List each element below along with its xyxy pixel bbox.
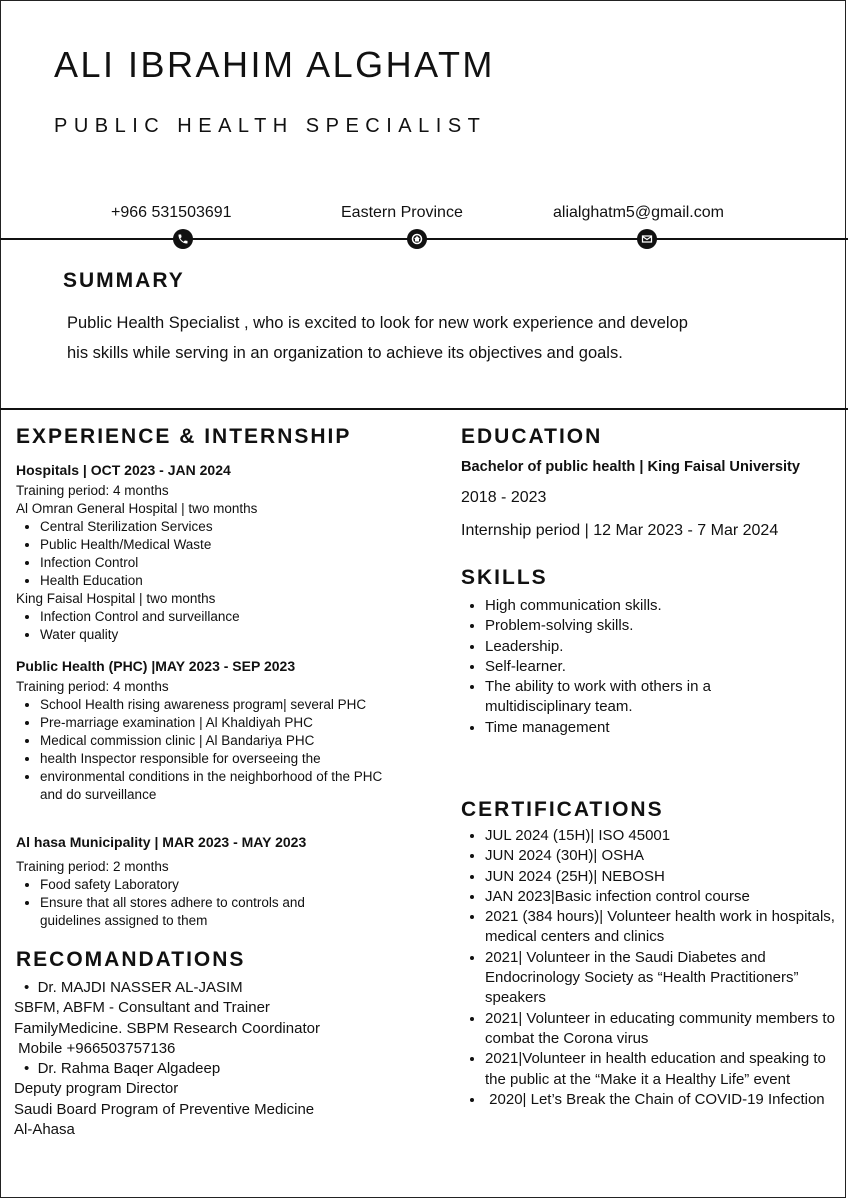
phone-text: +966 531503691 xyxy=(111,204,232,221)
phone-icon xyxy=(173,229,193,249)
list-item: • Time management xyxy=(485,718,761,738)
list-item: • Problem-solving skills. xyxy=(485,616,761,636)
list-item: • Health Education xyxy=(40,572,416,590)
education-internship: Internship period | 12 Mar 2023 - 7 Mar 2024 xyxy=(461,522,779,539)
kf-list xyxy=(16,608,416,644)
list-item: • Food safety Laboratory xyxy=(40,876,356,894)
list-item: • 2021| Volunteer in the Saudi Diabetes and Endocrinology Society as “Health Practitioners” speakers xyxy=(485,948,841,1009)
certifications-list xyxy=(461,826,841,1110)
certifications-heading: CERTIFICATIONS xyxy=(461,798,664,821)
list-item: • Pre-marriage examination | Al Khaldiyah PHC xyxy=(40,714,386,732)
list-item: • 2021|Volunteer in health education and speaking to the public at the “Make it a Healthy Life” event xyxy=(485,1049,841,1090)
list-item: • Public Health/Medical Waste xyxy=(40,536,416,554)
person-name: ALI IBRAHIM ALGHATM xyxy=(54,44,495,85)
list-item: • Water quality xyxy=(40,626,416,644)
job-title: PUBLIC HEALTH SPECIALIST xyxy=(54,115,487,137)
list-item: • Infection Control and surveillance xyxy=(40,608,416,626)
list-item: • Self-learner. xyxy=(485,657,761,677)
list-item: • JUN 2024 (30H)| OSHA xyxy=(485,846,841,866)
list-item: • High communication skills. xyxy=(485,596,761,616)
education-degree: Bachelor of public health | King Faisal University xyxy=(461,459,800,475)
list-item: • 2021| Volunteer in educating community members to combat the Corona virus xyxy=(485,1009,841,1050)
experience-municipality: Al hasa Municipality | MAR 2023 - MAY 2023 Training period: 2 months • Food safety Laboratory • Ensure that all stores adhere to controls and guidelines assigned to them xyxy=(16,833,356,930)
experience-phc: Public Health (PHC) |MAY 2023 - SEP 2023 Training period: 4 months • School Health rising awareness program| several PHC • Pre-marriage examination | Al Khaldiyah PHC • Medical commission clinic | Al Bandariya PHC • health Inspector responsible for overseeing the • environmental conditions in the neighborhood of the PHC and do surveillance xyxy=(16,657,386,804)
list-item: • JUL 2024 (15H)| ISO 45001 xyxy=(485,826,841,846)
skills-list xyxy=(461,596,761,738)
experience-hospitals: Hospitals | OCT 2023 - JAN 2024 Training period: 4 months Al Omran General Hospital | two months • Central Sterilization Services • Public Health/Medical Waste • Infection Control • Health Education King Faisal Hospital | two months • Infection Control and surveillance • Water quality xyxy=(16,461,416,644)
education-years: 2018 - 2023 xyxy=(461,489,547,506)
list-item: • 2020| Let’s Break the Chain of COVID-19 Infection xyxy=(485,1090,841,1110)
list-item: • Leadership. xyxy=(485,637,761,657)
skills-heading: SKILLS xyxy=(461,566,548,589)
education-heading: EDUCATION xyxy=(461,425,603,448)
list-item: • Medical commission clinic | Al Bandariya PHC xyxy=(40,732,386,750)
list-item: • Infection Control xyxy=(40,554,416,572)
location-text: Eastern Province xyxy=(341,204,463,221)
mail-icon xyxy=(637,229,657,249)
list-item: • environmental conditions in the neighborhood of the PHC and do surveillance xyxy=(40,768,386,804)
list-item: • The ability to work with others in a multidisciplinary team. xyxy=(485,677,761,718)
list-item: • School Health rising awareness program| several PHC xyxy=(40,696,386,714)
home-icon xyxy=(407,229,427,249)
recommendations-heading: RECOMANDATIONS xyxy=(16,948,246,971)
section-divider xyxy=(0,408,848,410)
list-item: • JAN 2023|Basic infection control course xyxy=(485,887,841,907)
summary-text: Public Health Specialist , who is excited to look for new work experience and develop his skills while serving in an organization to achieve its objectives and goals. xyxy=(67,314,688,362)
list-item: • JUN 2024 (25H)| NEBOSH xyxy=(485,867,841,887)
list-item: • health Inspector responsible for overseeing the xyxy=(40,750,386,768)
omran-list xyxy=(16,518,416,590)
list-item: • Ensure that all stores adhere to controls and guidelines assigned to them xyxy=(40,894,356,930)
experience-heading: EXPERIENCE & INTERNSHIP xyxy=(16,425,352,448)
list-item: • Central Sterilization Services xyxy=(40,518,416,536)
recommendations-list: • Dr. MAJDI NASSER AL-JASIM SBFM, ABFM - Consultant and Trainer FamilyMedicine. SBPM Research Coordinator Mobile +966503757136 • Dr. Rahma Baqer Algadeep Deputy program Director Saudi Board Program of Preventive Medicine Al-Ahasa xyxy=(14,979,320,1139)
email-text: alialghatm5@gmail.com xyxy=(553,204,724,221)
summary-heading: SUMMARY xyxy=(63,269,185,292)
list-item: • 2021 (384 hours)| Volunteer health work in hospitals, medical centers and clinics xyxy=(485,907,841,948)
